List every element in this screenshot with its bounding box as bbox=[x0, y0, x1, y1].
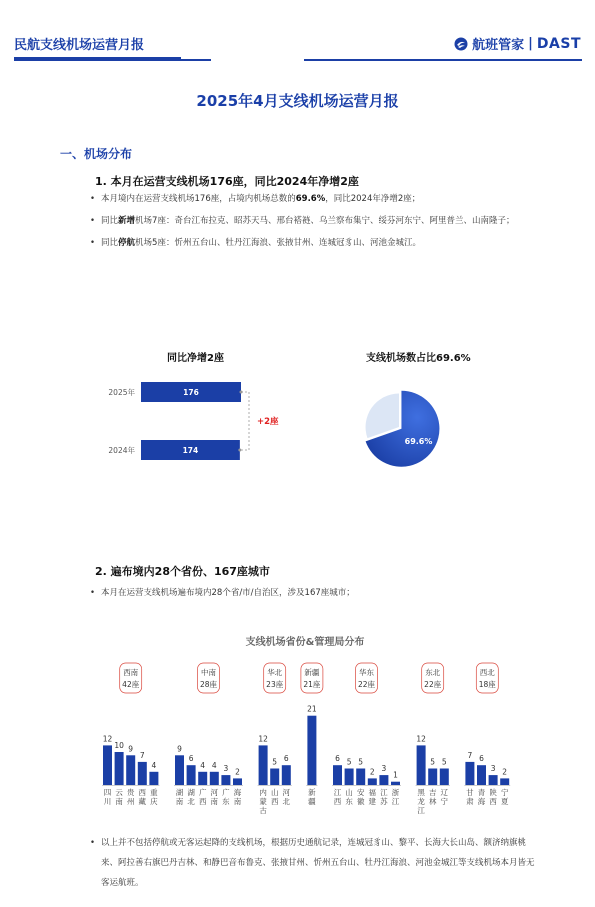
province-bar bbox=[187, 765, 196, 785]
province-bar bbox=[282, 765, 291, 785]
province-value-label: 5 bbox=[430, 757, 436, 767]
province-value-label: 10 bbox=[114, 741, 124, 750]
province-category-label bbox=[271, 787, 279, 806]
region-name-label: 华东 bbox=[359, 668, 374, 677]
province-category-label bbox=[211, 788, 219, 806]
province-category-char: 龙 bbox=[417, 797, 425, 806]
province-value-label: 12 bbox=[258, 734, 268, 744]
province-value-label: 4 bbox=[200, 760, 206, 770]
region-count-label: 23座 bbox=[266, 680, 284, 689]
province-value-label: 9 bbox=[128, 744, 134, 754]
province-category-label bbox=[127, 787, 135, 806]
province-category-char: 南 bbox=[175, 797, 184, 806]
province-category-char: 古 bbox=[259, 806, 267, 815]
province-category-label bbox=[380, 788, 388, 806]
province-value-label: 9 bbox=[177, 744, 182, 754]
province-value-label: 3 bbox=[381, 764, 387, 774]
brand-swirl-icon bbox=[454, 37, 468, 51]
province-bar bbox=[149, 772, 158, 785]
share-pie-chart bbox=[357, 372, 467, 482]
province-value-label: 2 bbox=[369, 767, 375, 777]
province-category-char: 林 bbox=[428, 797, 437, 806]
province-category-char: 贵 bbox=[126, 788, 135, 797]
brand-name: 航班管家 bbox=[472, 38, 525, 53]
yoy-category-label: 2025年 bbox=[108, 388, 135, 397]
province-value-label: 5 bbox=[346, 757, 352, 767]
province-category-char: 南 bbox=[115, 797, 123, 806]
province-value-label: 5 bbox=[272, 757, 278, 767]
province-category-label bbox=[150, 787, 158, 806]
province-category-char: 浙 bbox=[391, 788, 400, 797]
yoy-value-label: 174 bbox=[182, 446, 199, 455]
province-bar bbox=[391, 782, 400, 785]
province-category-char: 新 bbox=[308, 788, 316, 797]
province-category-label bbox=[429, 787, 437, 806]
province-value-label: 7 bbox=[139, 750, 145, 760]
province-value-label: 12 bbox=[102, 734, 113, 744]
province-bar bbox=[270, 769, 279, 786]
yoy-chart-title: 同比净增2座 bbox=[167, 353, 224, 364]
yoy-bar-chart bbox=[95, 372, 335, 482]
bullet-item: • 同比停航机场5座：忻州五台山、牡丹江海浪、张掖甘州、连城冠豸山、河池金城江。 bbox=[90, 232, 540, 254]
province-bar bbox=[428, 769, 437, 786]
province-category-char: 藏 bbox=[138, 797, 147, 806]
province-bar bbox=[210, 772, 219, 785]
province-value-label: 4 bbox=[151, 760, 157, 770]
province-category-label bbox=[259, 787, 267, 815]
province-value-label: 5 bbox=[441, 757, 447, 767]
province-bar bbox=[440, 769, 449, 786]
province-value-label: 2 bbox=[502, 767, 508, 777]
province-category-label bbox=[139, 788, 147, 806]
subsection-heading-2: 2. 遍布境内28个省份、167座城市 bbox=[95, 565, 270, 578]
province-value-label: 7 bbox=[467, 750, 473, 760]
province-category-label bbox=[501, 787, 509, 806]
province-category-label bbox=[417, 788, 425, 815]
province-value-label: 4 bbox=[211, 760, 217, 770]
province-category-char: 宁 bbox=[500, 788, 509, 797]
bullet-item: • 同比新增机场7座：奇台江布拉克、昭苏天马、邢台褡裢、乌兰察布集宁、绥芬河东宁、阿里普兰、山南隆子； bbox=[90, 210, 540, 232]
bullet-list-1 bbox=[90, 188, 540, 254]
province-value-label: 5 bbox=[358, 757, 364, 767]
province-bar bbox=[345, 769, 354, 786]
province-category-char: 西 bbox=[489, 797, 497, 806]
province-bar bbox=[198, 772, 207, 785]
province-value-label: 6 bbox=[283, 754, 289, 764]
region-name-label: 西南 bbox=[123, 668, 139, 677]
province-bar bbox=[138, 762, 147, 785]
province-bar bbox=[368, 778, 377, 785]
province-category-char: 宁 bbox=[440, 797, 449, 806]
subsection-heading-1: 1. 本月在运营支线机场176座，同比2024年净增2座 bbox=[95, 175, 359, 188]
region-count-label: 28座 bbox=[199, 680, 218, 689]
province-bar bbox=[333, 765, 342, 785]
yoy-bracket bbox=[240, 392, 249, 450]
province-category-label bbox=[466, 787, 474, 806]
province-category-char: 重 bbox=[150, 788, 158, 797]
province-category-char: 陕 bbox=[489, 788, 497, 797]
province-category-char: 云 bbox=[115, 788, 123, 797]
bullet-item: • 本月在运营支线机场遍布境内28个省/市/自治区，涉及167座城市； bbox=[90, 582, 540, 604]
province-value-label: 1 bbox=[393, 770, 398, 780]
province-category-char: 庆 bbox=[150, 797, 158, 806]
province-value-label: 3 bbox=[223, 764, 229, 774]
province-category-label bbox=[187, 787, 195, 806]
province-category-char: 东 bbox=[345, 797, 353, 806]
province-category-char: 江 bbox=[417, 806, 425, 815]
province-category-label bbox=[478, 787, 486, 806]
yoy-bracket-dot bbox=[238, 449, 241, 452]
province-category-char: 四 bbox=[103, 788, 112, 797]
report-series-title: 民航支线机场运营月报 bbox=[14, 38, 145, 53]
province-chart-title: 支线机场省份&管理局分布 bbox=[245, 637, 365, 648]
province-bar bbox=[126, 755, 135, 785]
province-bar bbox=[115, 752, 124, 785]
brand-separator: | bbox=[528, 36, 533, 51]
province-category-label bbox=[334, 788, 342, 806]
region-name-label: 西北 bbox=[479, 668, 495, 677]
region-count-label: 21座 bbox=[303, 680, 321, 689]
province-category-char: 川 bbox=[103, 797, 112, 806]
province-bar bbox=[489, 775, 498, 785]
header-rule bbox=[304, 59, 582, 61]
province-value-label: 6 bbox=[335, 754, 340, 764]
province-category-char: 山 bbox=[270, 788, 279, 797]
province-value-label: 3 bbox=[490, 764, 496, 774]
province-value-label: 21 bbox=[307, 704, 317, 714]
province-category-char: 吉 bbox=[428, 788, 437, 797]
bullet-list-2 bbox=[90, 582, 540, 604]
province-category-label bbox=[392, 787, 400, 806]
province-category-label bbox=[222, 787, 230, 806]
province-bar bbox=[103, 745, 112, 785]
province-category-char: 江 bbox=[333, 788, 342, 797]
province-category-char: 广 bbox=[198, 788, 207, 797]
province-category-char: 东 bbox=[222, 797, 230, 806]
bullet-item: • 本月境内在运营支线机场176座，占境内机场总数的69.6%，同比2024年净增2座； bbox=[90, 188, 540, 210]
region-name-label: 东北 bbox=[425, 668, 441, 677]
yoy-category-label: 2024年 bbox=[108, 446, 135, 455]
province-category-label bbox=[308, 787, 316, 806]
province-category-char: 河 bbox=[210, 788, 219, 797]
province-bar bbox=[477, 765, 486, 785]
province-category-char: 夏 bbox=[500, 797, 509, 806]
province-category-char: 青 bbox=[477, 788, 486, 797]
province-category-char: 湖 bbox=[187, 788, 195, 797]
province-bar bbox=[307, 716, 316, 785]
brand-logo bbox=[454, 34, 581, 53]
province-bar bbox=[221, 775, 230, 785]
brand-name-en: DAST bbox=[536, 35, 581, 52]
yoy-annotation: +2座 bbox=[257, 417, 279, 427]
region-name-label: 新疆 bbox=[304, 668, 320, 677]
province-category-char: 江 bbox=[380, 788, 388, 797]
province-category-char: 湖 bbox=[175, 788, 184, 797]
province-category-char: 建 bbox=[368, 797, 377, 806]
province-category-label bbox=[283, 788, 291, 806]
province-category-label bbox=[176, 787, 184, 806]
province-category-char: 南 bbox=[210, 797, 219, 806]
province-category-char: 甘 bbox=[466, 788, 474, 797]
yoy-value-label: 176 bbox=[183, 388, 199, 397]
region-count-label: 22座 bbox=[424, 680, 442, 689]
section-heading: 一、机场分布 bbox=[60, 147, 133, 161]
region-count-label: 42座 bbox=[122, 680, 140, 689]
province-category-char: 西 bbox=[198, 797, 207, 806]
province-category-label bbox=[234, 787, 242, 806]
province-category-char: 南 bbox=[233, 797, 242, 806]
province-bar bbox=[356, 769, 365, 786]
province-bar bbox=[259, 745, 268, 785]
province-category-char: 江 bbox=[391, 797, 400, 806]
region-count-label: 22座 bbox=[357, 680, 376, 689]
yoy-bracket-dot bbox=[240, 391, 243, 394]
province-category-char: 北 bbox=[187, 797, 195, 806]
province-bar bbox=[233, 778, 242, 785]
province-category-char: 徽 bbox=[356, 797, 365, 806]
province-category-char: 州 bbox=[126, 797, 135, 806]
province-value-label: 12 bbox=[416, 734, 426, 744]
province-category-char: 西 bbox=[270, 797, 279, 806]
province-category-char: 肃 bbox=[466, 797, 474, 806]
province-category-char: 黑 bbox=[417, 788, 425, 797]
province-category-char: 蒙 bbox=[259, 797, 267, 806]
province-bar bbox=[465, 762, 474, 785]
province-category-char: 山 bbox=[345, 788, 353, 797]
province-category-char: 海 bbox=[233, 788, 242, 797]
province-category-char: 河 bbox=[282, 788, 291, 797]
province-category-char: 福 bbox=[368, 788, 377, 797]
province-category-label bbox=[104, 788, 112, 806]
province-category-char: 北 bbox=[282, 797, 291, 806]
province-category-char: 西 bbox=[138, 788, 147, 797]
province-bar-chart bbox=[95, 632, 515, 817]
document-title: 2025年4月支线机场运营月报 bbox=[196, 92, 399, 110]
province-category-char: 海 bbox=[477, 797, 486, 806]
province-bar bbox=[379, 775, 388, 785]
province-bar bbox=[175, 755, 184, 785]
province-category-char: 安 bbox=[356, 788, 365, 797]
region-name-label: 华北 bbox=[267, 668, 283, 677]
share-chart-title: 支线机场数占比69.6% bbox=[366, 353, 471, 364]
province-category-label bbox=[369, 788, 377, 806]
footnote-bullet: • 以上并不包括停航或无客运起降的支线机场，根据历史通航记录，连城冠豸山、黎平、长海大长山岛、额济纳旗桃来、阿拉善右旗巴丹吉林、和静巴音布鲁克、张掖甘州、忻州五台山、牡丹江海浪、河池金城江等支线机场本月皆无客运航班。 bbox=[90, 833, 540, 893]
province-category-char: 内 bbox=[259, 788, 267, 797]
province-category-label bbox=[357, 787, 365, 806]
province-category-char: 辽 bbox=[440, 788, 449, 797]
province-category-label bbox=[489, 787, 497, 806]
province-value-label: 6 bbox=[479, 754, 484, 764]
province-category-char: 疆 bbox=[308, 797, 316, 806]
province-category-label bbox=[115, 788, 123, 806]
province-category-label bbox=[199, 787, 207, 806]
header-accent-bar bbox=[14, 57, 181, 61]
header-accent-bar-tail bbox=[181, 59, 211, 61]
province-category-label bbox=[345, 787, 353, 806]
province-category-label bbox=[441, 788, 449, 806]
province-value-label: 6 bbox=[188, 754, 194, 764]
province-bar bbox=[417, 745, 426, 785]
province-category-char: 苏 bbox=[380, 797, 388, 806]
province-category-char: 西 bbox=[333, 797, 342, 806]
province-value-label: 2 bbox=[235, 767, 240, 777]
province-category-char: 广 bbox=[222, 788, 230, 797]
pie-slice-label: 69.6% bbox=[404, 436, 433, 446]
region-count-label: 18座 bbox=[478, 680, 496, 689]
province-bar bbox=[500, 778, 509, 785]
region-name-label: 中南 bbox=[201, 668, 216, 677]
